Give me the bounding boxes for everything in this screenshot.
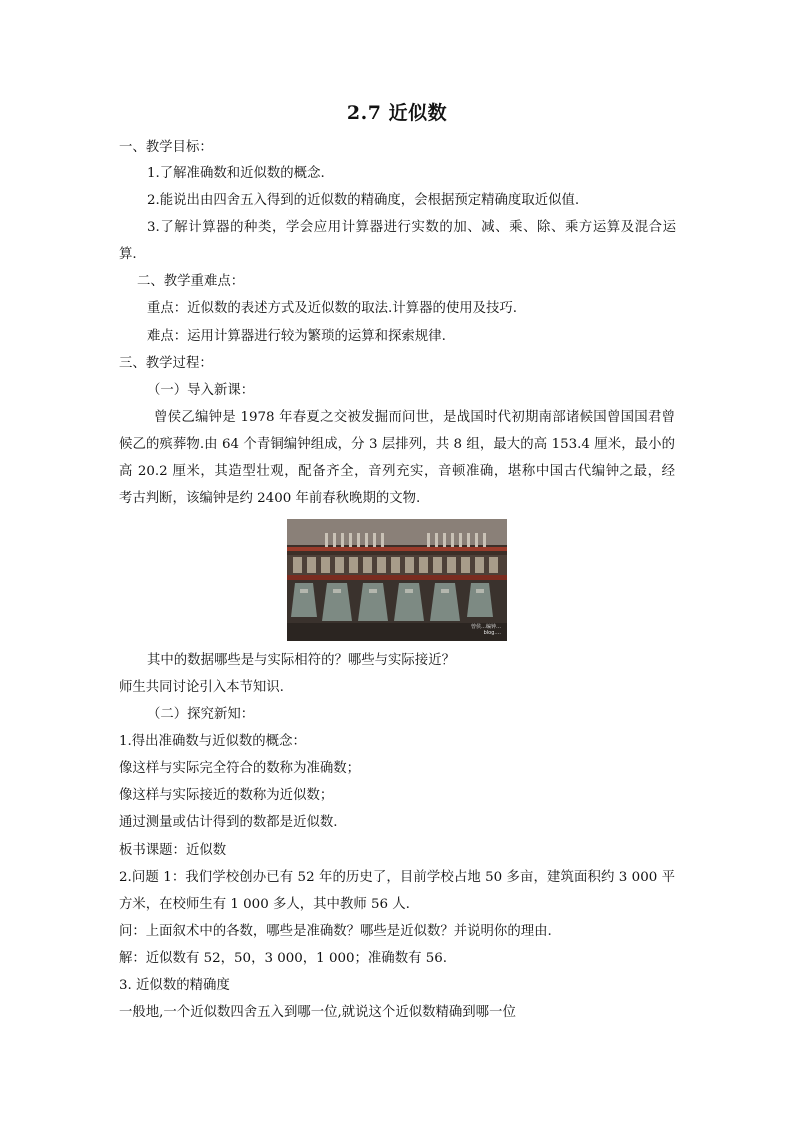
bells-illustration xyxy=(287,519,507,641)
intro-paragraph-line-3: 高 20.2 厘米，其造型壮观，配备齐全，音列充实，音顿准确，堪称中国古代编钟之最，经 xyxy=(119,464,675,479)
concept-heading: 1.得出准确数与近似数的概念： xyxy=(119,734,306,749)
intro-paragraph-line-2: 候乙的殡葬物.由 64 个青铜编钟组成，分 3 层排列，共 8 组，最大的高 153.4 厘米，最小的 xyxy=(119,437,675,452)
problem-1-line-1: 2.问题 1：我们学校创办已有 52 年的历史了，目前学校占地 50 多亩，建筑面积约 3 000 平 xyxy=(119,870,675,885)
board-title: 板书课题：近似数 xyxy=(119,843,227,858)
page-title: 2.7 近似数 xyxy=(346,102,448,124)
goal-1: 1.了解准确数和近似数的概念. xyxy=(147,166,325,181)
image-watermark: 曾侯…编钟… blog.… xyxy=(470,624,501,636)
discussion-text: 师生共同讨论引入本节知识. xyxy=(119,680,284,695)
goal-2: 2.能说出由四舍五入得到的近似数的精确度，会根据预定精确度取近似值. xyxy=(147,193,580,208)
intro-heading: （一）导入新课： xyxy=(147,383,255,398)
problem-1-line-2: 方米，在校师生有 1 000 多人，其中教师 56 人. xyxy=(119,897,410,912)
explore-heading: （二）探究新知： xyxy=(147,707,255,722)
concept-measurement: 通过测量或估计得到的数都是近似数. xyxy=(119,815,338,830)
bianzhong-bells-photo xyxy=(287,519,507,641)
process-heading: 三、教学过程： xyxy=(119,356,213,371)
intro-paragraph-line-1: 曾侯乙编钟是 1978 年春夏之交被发掘而问世，是战国时代初期南部诸候国曾国国君曾 xyxy=(154,410,675,425)
precision-heading: 3. 近似数的精确度 xyxy=(119,978,230,993)
intro-paragraph-line-4: 考古判断，该编钟是约 2400 年前春秋晚期的文物. xyxy=(119,491,421,506)
precision-text: 一般地,一个近似数四舍五入到哪一位,就说这个近似数精确到哪一位 xyxy=(119,1005,516,1020)
difficult-point: 难点：运用计算器进行较为繁琐的运算和探索规律. xyxy=(147,329,446,344)
concept-exact-number: 像这样与实际完全符合的数称为准确数； xyxy=(119,761,361,776)
question-prompt: 问：上面叙术中的各数，哪些是准确数？哪些是近似数？并说明你的理由. xyxy=(119,924,552,939)
goal-3-line-2: 算. xyxy=(119,247,137,262)
question-text: 其中的数据哪些是与实际相符的？哪些与实际接近？ xyxy=(147,653,455,668)
key-point: 重点：近似数的表述方式及近似数的取法.计算器的使用及技巧. xyxy=(147,301,518,316)
goals-heading: 一、教学目标： xyxy=(119,140,213,155)
concept-approximate-number: 像这样与实际接近的数称为近似数； xyxy=(119,788,334,803)
goal-3-line-1: 3.了解计算器的种类，学会应用计算器进行实数的加、减、乘、除、乘方运算及混合运 xyxy=(147,220,676,235)
answer-text: 解：近似数有 52，50，3 000，1 000；准确数有 56. xyxy=(119,951,448,966)
key-heading: 二、教学重难点： xyxy=(137,274,245,289)
